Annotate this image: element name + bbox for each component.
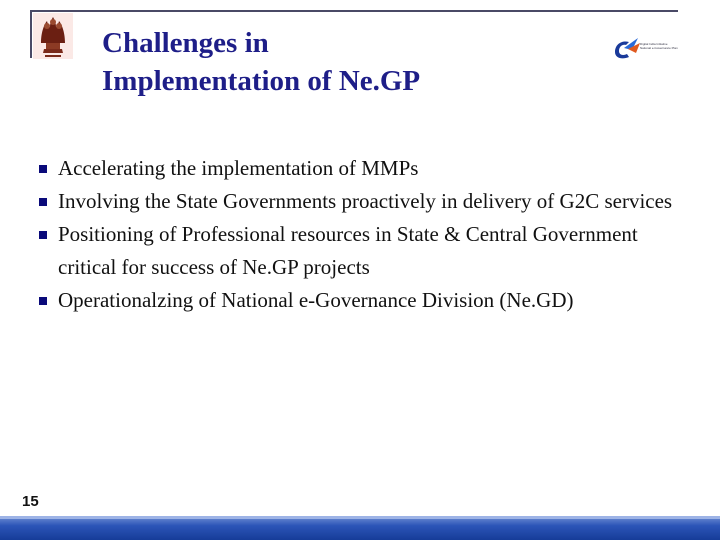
square-bullet-icon <box>39 198 47 206</box>
bullet-text: Positioning of Professional resources in State & Central Government critical for success of Ne.GP projects <box>58 222 638 279</box>
footer-bar <box>0 516 720 540</box>
header-frame-left <box>30 10 32 58</box>
header-frame-top <box>30 10 678 12</box>
bullet-item <box>36 218 676 284</box>
square-bullet-icon <box>39 297 47 305</box>
logo-caption-line-1: Digital India Initiative <box>640 42 668 46</box>
logo-caption-line-2: National e-Governance Plan <box>640 46 678 50</box>
square-bullet-icon <box>39 231 47 239</box>
square-bullet-icon <box>39 165 47 173</box>
bullet-item <box>36 152 676 185</box>
bullet-item <box>36 185 676 218</box>
state-emblem-icon <box>33 13 73 59</box>
bullet-text: Accelerating the implementation of MMPs <box>58 156 419 180</box>
slide-title <box>102 24 662 100</box>
bullet-item <box>36 284 676 317</box>
bullet-list <box>36 152 676 317</box>
bullet-text: Operationalzing of National e-Governance Division (Ne.GD) <box>58 288 574 312</box>
page-number: 15 <box>22 493 39 510</box>
slide-title-line-2: Implementation of Ne.GP <box>102 65 421 97</box>
slide-title-line-1: Challenges in <box>102 27 269 59</box>
bullet-text: Involving the State Governments proactively in delivery of G2C services <box>58 189 673 213</box>
